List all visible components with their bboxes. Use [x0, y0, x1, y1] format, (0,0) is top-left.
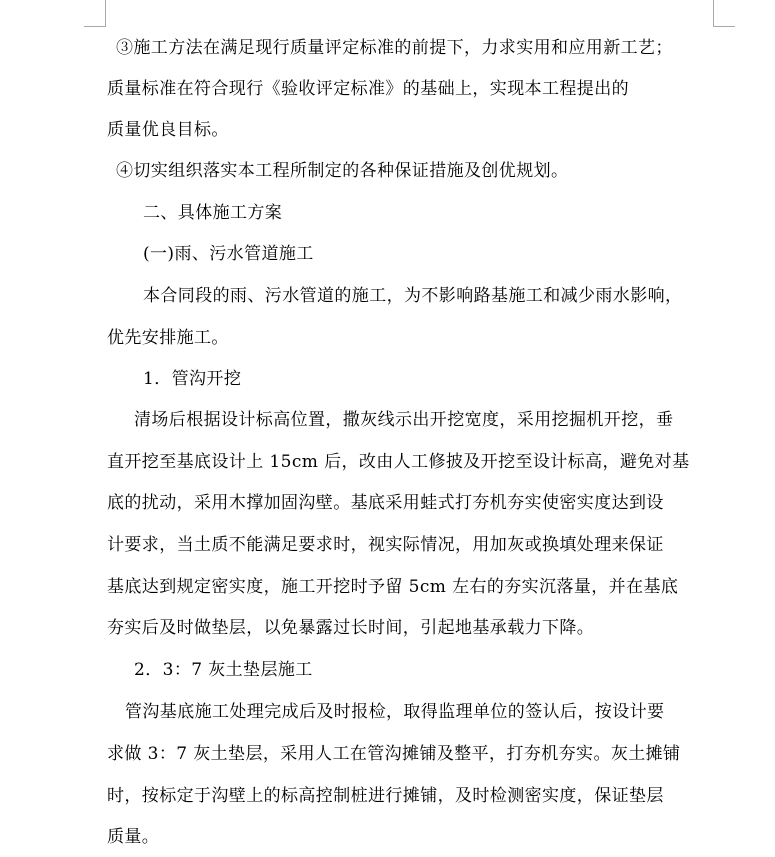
subsection-heading: (一)雨、污水管道施工	[143, 244, 314, 264]
paragraph-line: 质量标准在符合现行《验收评定标准》的基础上，实现本工程提出的	[107, 79, 629, 99]
paragraph-line: ④切实组织落实本工程所制定的各种保证措施及创优规划。	[116, 161, 569, 181]
paragraph-line: ③施工方法在满足现行质量评定标准的前提下，力求实用和应用新工艺；	[116, 38, 673, 58]
item-heading: 2．3：7 灰土垫层施工	[134, 660, 313, 680]
margin-corner-mark-top-left	[105, 0, 106, 26]
paragraph-line: 求做 3：7 灰土垫层，采用人工在管沟摊铺及整平，打夯机夯实。灰土摊铺	[107, 744, 681, 764]
paragraph-line: 本合同段的雨、污水管道的施工，为不影响路基施工和减少雨水影响，	[143, 286, 683, 306]
paragraph-line: 优先安排施工。	[107, 328, 229, 348]
paragraph-line: 清场后根据设计标高位置，撒灰线示出开挖宽度，采用挖掘机开挖，垂	[134, 410, 674, 430]
paragraph-line: 管沟基底施工处理完成后及时报检，取得监理单位的签认后，按设计要	[125, 702, 665, 722]
paragraph-line: 质量优良目标。	[107, 120, 229, 140]
paragraph-line: 直开挖至基底设计上 15cm 后，改由人工修披及开挖至设计标高，避免对基	[107, 452, 690, 472]
paragraph-line: 时，按标定于沟壁上的标高控制桩进行摊铺，及时检测密实度，保证垫层	[107, 786, 664, 806]
paragraph-line: 基底达到规定密实度，施工开挖时予留 5cm 左右的夯实沉落量，并在基底	[107, 577, 679, 597]
paragraph-line: 质量。	[107, 827, 160, 847]
section-heading: 二、具体施工方案	[143, 203, 283, 223]
paragraph-line: 夯实后及时做垫层，以免暴露过长时间，引起地基承载力下降。	[107, 618, 595, 638]
margin-corner-mark-top-right-horizontal	[713, 26, 735, 27]
margin-corner-mark-top-left-horizontal	[84, 26, 106, 27]
paragraph-line: 计要求，当土质不能满足要求时，视实际情况，用加灰或换填处理来保证	[107, 535, 664, 555]
margin-corner-mark-top-right	[713, 0, 714, 26]
paragraph-line: 底的扰动，采用木撑加固沟壁。基底采用蛙式打夯机夯实使密实度达到设	[107, 493, 664, 513]
item-heading: 1．管沟开挖	[143, 369, 242, 389]
